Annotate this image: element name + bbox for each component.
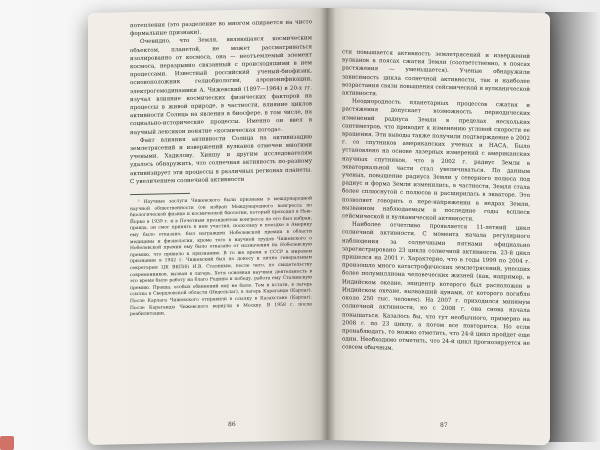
book-shadow: [545, 12, 600, 442]
left-paragraph-2: Очевидно, что Земля, являющаяся космическим объектом, планетой, не может рассматриваться изолированно от космоса, она — неотъемлемый элемент космоса, неразрывно связанный с происходящими в нем процессами. Известный российский ученый-биофизик, основоположник гелиобиологии, аэроионификации, электрогемодинамики А. Чижевский (1897—1964) в 20-х гг. изучал влияние космических физических факторов на процессы в живой природе, в частности, влияние циклов активности Солнца на явления в биосфере, в том числе, на социально-исторические процессы. Именно он ввел в научный лексикон понятие «космическая погода».: [130, 35, 312, 136]
left-paragraph-3: Факт влияния активности Солнца на активизацию землетрясений и извержений вулканов отмечен многими учеными. Хадилову, Хиншу и другим исследователям удалось обнаружить, что солнечная активность по-разному активизирует эти процессы в различных регионах планеты. С увеличением солнечной активности: [130, 134, 312, 186]
left-page-number: 86: [228, 420, 236, 429]
right-paragraph-2: Неоднородность планетарных процессов сжатия и растяжения допускает возможность периодических изменений радиуса Земли в пределах нескольких сантиметров, что приводит к изменению угловой скорости ее вращения. Эти выводы также получили подтверждение в 2002 г. со спутников американских ученых и НАСА. Было установлено на основе лазерных измерений с американских научных спутников, что в 2002 г. радиус Земли в экваториальной части стал увеличиваться. По данным ученых, повышение радиуса Земли у северного полюса под радиус и форма Земли изменились, в частности, Земля стала более сплюснутой с полюсов и расширилась в экваторе. Это позволяет говорить о пере-напряжении в недрах Земли, вызванном наблюдаемым в последние годы всплеск сейсмической и вулканической активности.: [342, 98, 530, 223]
open-book: [88, 8, 550, 440]
footnote-divider: [130, 193, 190, 195]
right-page-number: 87: [440, 421, 448, 429]
left-page: [88, 8, 328, 445]
right-page: [328, 8, 550, 445]
red-corner-mark: [0, 436, 14, 450]
right-paragraph-3: Наиболее отчетливо проявляется 11-летний цикл солнечной активности. С момента начала регулярного наблюдения за солнечными пятнами официально зарегистрировано 23 цикла солнечной активности. 23-й цикл пришелся на 2001 г. Характерно, что в годы 1999 по 2004 г. произошло много катастрофических землетрясений, унесших более полумиллиона человеческих жизней (как, например, в Индийском океане, эпицентр которого был расположен в Индийском океане, вызвавший цунами, от которого погибло около 250 тыс. человек). На 2007 г. приходился минимум солнечной активности, но с 2008 г. она снова начала повышаться. Казалось бы, что тут необычного, примерно на 2008 г. по 23 циклу, а потом все повторится. Но если пронаблюдать, то можно отметить, что 24-й цикл пройдет еще один. Необходимо отметить, что 24-й цикл прогнозируется не совсем обычным.: [342, 221, 530, 352]
book-gutter: [320, 8, 336, 440]
left-paragraph-1: потепления (это разделение во многом опирается на чисто формальные признаки).: [130, 19, 312, 38]
right-paragraph-1: сти повышается активность землетрясений и извержений вулканов в поясах сжатия Земли (соответственно, в поясах растяжения — уменьшается). Ученые обнаружили зависимость цикла солнечной активности, так и наиболее возрастания связи повышения сейсмической и вулканической активности.: [342, 49, 530, 98]
left-footnote: ¹ Научные заслуги Чижевского были признаны в международной научной общественности (он избран Международного конгресса по биологической физике и космической биологии, который проходил в Нью-Йорке в 1939 г. и в Почетным президентом конгресса по его был избран, правда, он смог принять в нем участия, поскольку в поездке в Америку ему было отказано, был награжден Нобелевской премии в области медицины и физиологии, кроме того в научной трудов Чижевского о Нобелевской премии ему было отказано от назначения на Нобелевскую премию, что привело к признанию. В то же время в СССР в мировом признании в 1942 г. Чижевский был по доносу и лично генеральным секретарем ЦК ВКП(б) И.В. Сталиным, после чего, по свидетельству современников, вызван в лагерь. Хотя основная научная деятельность в это время было работу на благо Родины и победу, работа ему Сталинскую премию. Правда, особых обвинений ему не было. Тем и кстати, в лагерь ссылка в Свердловской области (Ивдельлаг), в лагерь Караганде (Карлаг). После Карлага Чижевского отправили в ссылку в Казахстане (Карлаг). После Караганды Чижевского вернули в Москву. В 1958 г. после реабилитации.: [130, 196, 312, 318]
